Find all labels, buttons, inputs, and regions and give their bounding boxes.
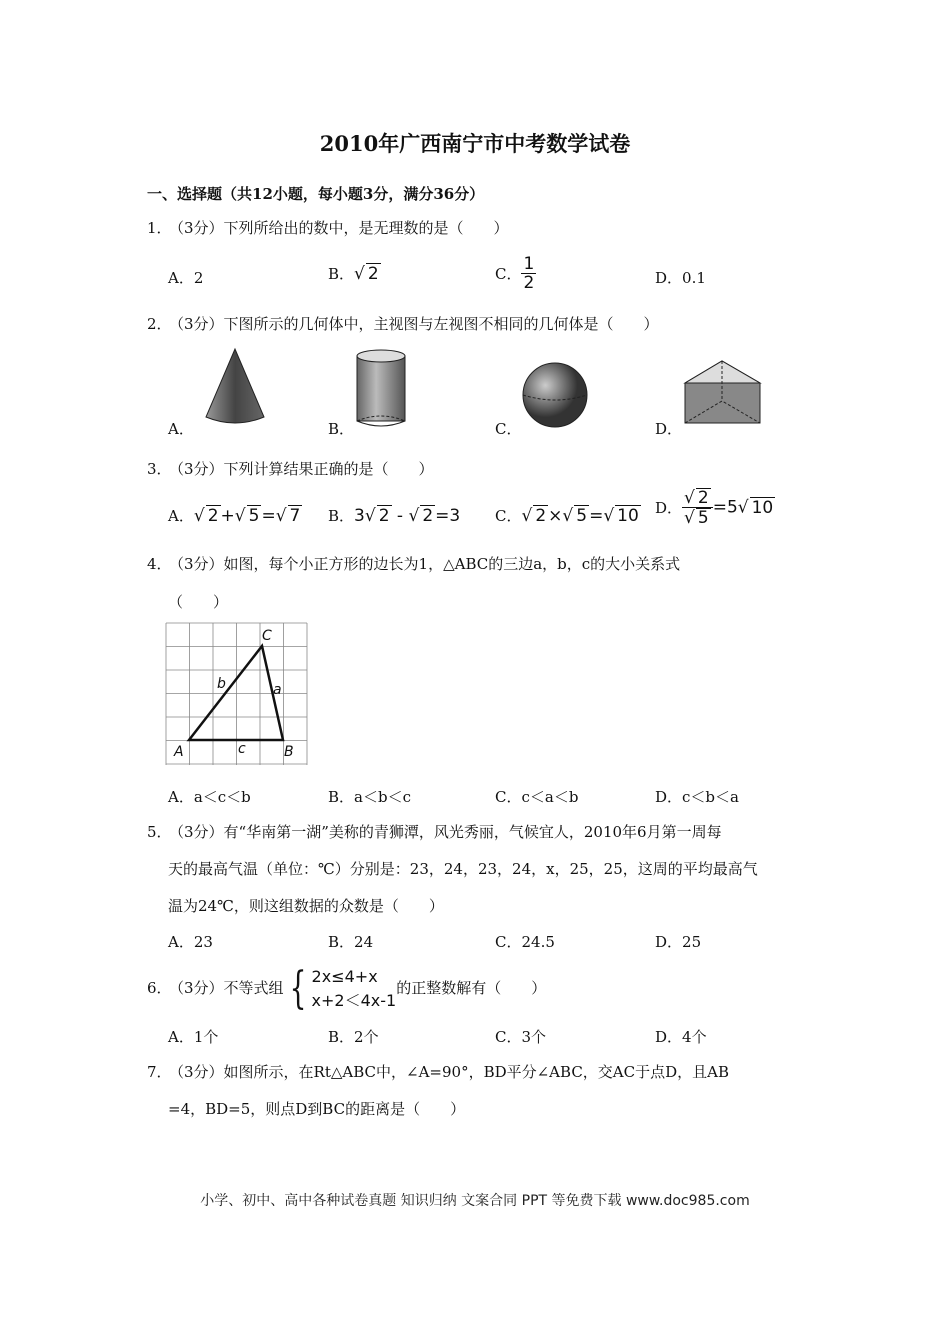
cylinder-figure [352, 348, 412, 433]
q4-option-c: C．c＜a＜b [495, 788, 579, 806]
option-label: C． [495, 265, 522, 283]
q1-option-b [328, 263, 381, 284]
sqrt-symbol: √ [275, 506, 287, 526]
operator: - [391, 506, 409, 526]
question-number: 5． [147, 823, 172, 841]
q3-option-a [168, 505, 302, 526]
sqrt-symbol: √ [737, 497, 749, 518]
page-title: 2010年广西南宁市中考数学试卷 [319, 131, 631, 156]
q5-line-2: 天的最高气温（单位：℃）分别是：23，24，23，24，x，25，25，这周的平均最高气 [168, 860, 758, 878]
denominator: √ 5 [684, 508, 709, 528]
question-text: （3分）不等式组 [169, 979, 284, 997]
radicand: 10 [751, 498, 774, 518]
question-text: （3分）下列所给出的数中，是无理数的是（ ） [169, 219, 509, 237]
option-label: C． [495, 507, 522, 525]
option-label: B． [328, 507, 355, 525]
sqrt-symbol: √ [364, 506, 376, 526]
sqrt-symbol: √ [193, 506, 205, 526]
q2-option-c: C． [495, 420, 522, 438]
question-text: （3分）有“华南第一湖”美称的青狮潭，风光秀丽，气候宜人，2010年6月第一周每 [169, 823, 722, 841]
question-6 [147, 958, 546, 1018]
question-text: （3分）下列计算结果正确的是（ ） [169, 460, 434, 478]
q6-option-c: C．3个 [495, 1028, 547, 1046]
operator: + [220, 506, 235, 526]
question-text-end: 的正整数解有（ ） [396, 979, 547, 997]
triangular-prism-figure [680, 355, 765, 430]
radicand: 5 [248, 506, 260, 526]
radicand: 2 [422, 506, 434, 526]
q4-option-b: B．a＜b＜c [328, 788, 411, 806]
q3-option-b [328, 505, 460, 526]
q5-option-c: C．24.5 [495, 933, 555, 951]
operator: × [548, 506, 563, 526]
question-number: 1． [147, 219, 172, 237]
q4-option-d: D．c＜b＜a [655, 788, 739, 806]
operator: =3 [435, 506, 461, 526]
sqrt-symbol: √ [408, 506, 420, 526]
radicand: 5 [697, 508, 709, 528]
sqrt-symbol: √ [603, 506, 615, 526]
option-label: A． [168, 507, 194, 525]
side-a-label: a [273, 682, 282, 698]
operator: =5 [712, 497, 738, 518]
question-text: （3分）如图所示，在Rt△ABC中，∠A=90°，BD平分∠ABC，交AC于点D，且AB [169, 1063, 729, 1081]
question-number: 6． [147, 979, 172, 997]
sqrt-symbol: √ [354, 264, 365, 284]
question-3 [147, 459, 434, 479]
fraction [682, 488, 713, 527]
q6-option-d: D．4个 [655, 1028, 707, 1046]
question-number: 3． [147, 460, 172, 478]
question-number: 4． [147, 555, 172, 573]
q1-option-a: A．2 [168, 269, 204, 287]
q2-option-a: A． [168, 420, 194, 438]
radicand: 7 [289, 506, 301, 526]
cone-figure [200, 345, 280, 430]
side-c-label: c [238, 741, 246, 757]
radicand: 10 [617, 506, 639, 526]
sqrt-symbol: √ [521, 506, 533, 526]
q3-option-d [655, 488, 775, 527]
option-label: B． [328, 265, 355, 283]
vertex-a-label: A [174, 744, 184, 760]
question-number: 2． [147, 315, 172, 333]
inequality-1: 2x≤4+x [311, 967, 378, 986]
question-5 [147, 822, 722, 842]
section-heading: 一、选择题（共12小题，每小题3分，满分36分） [147, 185, 485, 203]
side-b-label: b [217, 676, 226, 692]
page-footer: 小学、初中、高中各种试卷真题 知识归纳 文案合同 PPT 等免费下载 www.doc985.com [200, 1193, 750, 1209]
numerator: 1 [523, 254, 535, 274]
question-text: （3分）如图，每个小正方形的边长为1，△ABC的三边a，b，c的大小关系式 [169, 555, 681, 573]
q4-grid-figure [165, 622, 310, 767]
sqrt-symbol: √ [234, 506, 246, 526]
q5-option-a: A．23 [168, 933, 213, 951]
q1-option-d: D．0.1 [655, 269, 706, 287]
fraction [521, 255, 536, 292]
inequality-system [312, 965, 397, 1013]
sphere-figure [520, 360, 592, 432]
numerator: √ 2 [682, 488, 713, 508]
question-number: 7． [147, 1063, 172, 1081]
sqrt-symbol: √ [562, 506, 574, 526]
operator: = [261, 506, 276, 526]
question-4 [147, 554, 807, 574]
option-label: D． [655, 499, 683, 517]
question-text: （3分）下图所示的几何体中，主视图与左视图不相同的几何体是（ ） [169, 315, 659, 333]
coefficient: 3 [354, 506, 365, 526]
question-7 [147, 1062, 729, 1082]
q2-option-d: D． [655, 420, 683, 438]
q5-option-d: D．25 [655, 933, 702, 951]
q4-answer-paren: （ ） [168, 593, 229, 611]
brace-symbol: { [289, 963, 306, 1014]
q2-option-b: B． [328, 420, 355, 438]
q3-option-c [495, 505, 641, 526]
q5-option-b: B．24 [328, 933, 374, 951]
question-2 [147, 314, 659, 334]
q6-option-b: B．2个 [328, 1028, 379, 1046]
radicand: 2 [207, 506, 219, 526]
vertex-c-label: C [262, 628, 272, 644]
triangle-abc [189, 646, 283, 740]
q4-option-a: A．a＜c＜b [168, 788, 251, 806]
question-1 [147, 218, 509, 238]
q5-line-3: 温为24℃，则这组数据的众数是（ ） [168, 897, 444, 915]
inequality-2: x+2＜4x-1 [311, 991, 397, 1010]
vertex-b-label: B [284, 744, 294, 760]
denominator: 2 [523, 273, 535, 293]
radicand: 2 [367, 264, 379, 284]
radicand: 2 [378, 506, 390, 526]
radicand: 2 [535, 506, 547, 526]
q1-option-c [495, 255, 536, 292]
operator: = [589, 506, 604, 526]
radicand: 5 [576, 506, 588, 526]
q6-option-a: A．1个 [168, 1028, 219, 1046]
q7-line-2: =4，BD=5，则点D到BC的距离是（ ） [168, 1100, 466, 1118]
radicand: 2 [697, 488, 709, 508]
